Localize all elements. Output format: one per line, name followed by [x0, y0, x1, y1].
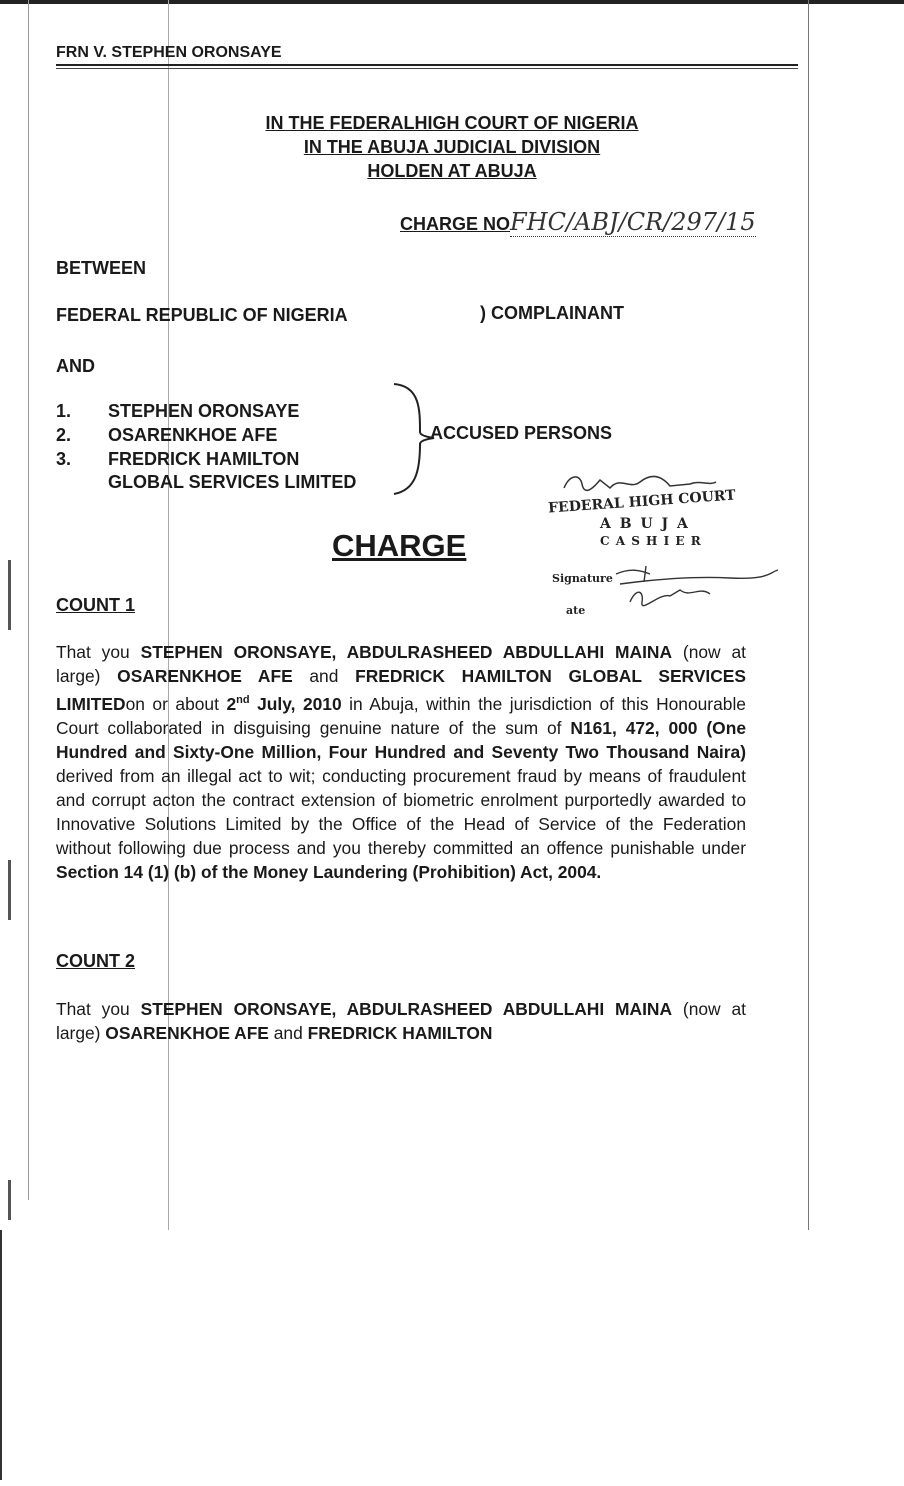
scan-mark	[8, 860, 11, 920]
stamp-date-label: ate	[566, 604, 586, 617]
accused-name: OSARENKHOE AFE	[117, 666, 293, 686]
scan-mark	[8, 560, 11, 630]
text: That you	[56, 999, 141, 1019]
charge-number-label: CHARGE NO	[400, 214, 511, 234]
text: and	[268, 1023, 308, 1043]
accused-name: FREDRICK HAMILTON GLOBAL SERVICES LIMITED	[56, 666, 746, 714]
and-label: AND	[56, 356, 95, 376]
signature-icon	[610, 562, 780, 610]
text: (now at large)	[56, 642, 746, 686]
running-header: FRN V. STEPHEN ORONSAYE	[56, 44, 282, 61]
between-label: BETWEEN	[56, 258, 146, 278]
accused-names: STEPHEN ORONSAYE, ABDULRASHEED ABDULLAHI MAINA	[140, 642, 673, 662]
scan-fold-line	[168, 0, 169, 1230]
count-2-paragraph	[56, 997, 746, 1045]
accused-name: OSARENKHOE AFE	[108, 425, 278, 445]
text: on or about	[125, 693, 227, 714]
accused-name: FREDRICK HAMILTON	[108, 449, 300, 469]
scan-top-border	[0, 0, 904, 4]
scan-mark	[8, 1180, 11, 1220]
charge-number-value: FHC/ABJ/CR/297/15	[510, 208, 756, 236]
complainant-name: FEDERAL REPUBLIC OF NIGERIA	[56, 305, 348, 325]
court-name: IN THE FEDERALHIGH COURT OF NIGERIA	[265, 113, 639, 133]
stamp-signature-label: Signature	[552, 572, 613, 585]
date-suffix: nd	[236, 694, 250, 706]
count-heading: COUNT 2	[56, 951, 136, 971]
accused-name: STEPHEN ORONSAYE	[108, 401, 300, 421]
accused-role: ACCUSED PERSONS	[430, 423, 613, 443]
accused-number: 1.	[56, 401, 72, 421]
accused-name: GLOBAL SERVICES LIMITED	[108, 472, 357, 492]
document-title: CHARGE	[332, 528, 467, 563]
scan-right-edge	[808, 0, 809, 1230]
scan-mark	[0, 1230, 2, 1480]
stamp-court: FEDERAL HIGH COURT	[547, 487, 737, 517]
text: (now at large)	[56, 999, 746, 1043]
header-rule	[56, 64, 798, 66]
accused-names: STEPHEN ORONSAYE, ABDULRASHEED ABDULLAHI MAINA	[140, 999, 673, 1019]
statute-reference: Section 14 (1) (b) of the Money Laundering (Prohibition) Act, 2004.	[56, 861, 602, 882]
offence-date	[226, 694, 341, 714]
header-rule	[56, 68, 798, 69]
court-division: IN THE ABUJA JUDICIAL DIVISION	[303, 137, 601, 157]
charge-number	[400, 208, 756, 236]
text: derived from an illegal act to wit; conducting procurement fraud by means of fraudulent and corrupt acton the contract extension of biometric enrolment purportedly awarded to Innovative Solutions Limited by the Office of the Head of Service of the Federation without following due process and you thereby committed an offence punishable under	[56, 765, 746, 858]
date-rest: July, 2010	[249, 693, 342, 714]
accused-name: OSARENKHOE AFE	[105, 1023, 269, 1043]
date-day: 2	[226, 693, 237, 714]
stamp-city: A B U J A	[600, 516, 690, 532]
count-heading: COUNT 1	[56, 595, 136, 615]
count-1-paragraph	[56, 640, 746, 884]
text: in Abuja, within the jurisdiction of this Honourable Court collaborated in disguising genuine nature of the sum of	[56, 693, 746, 738]
accused-number: 3.	[56, 449, 72, 469]
stamp-office: C A S H I E R	[600, 534, 702, 548]
text: That you	[56, 642, 141, 662]
text: and	[292, 666, 356, 686]
court-stamp	[540, 470, 780, 620]
court-location: HOLDEN AT ABUJA	[367, 161, 537, 181]
sum-amount: N161, 472, 000 (One Hundred and Sixty-One Million, Four Hundred and Seventy Two Thousand Naira)	[56, 717, 746, 762]
accused-name: FREDRICK HAMILTON	[307, 1023, 493, 1043]
accused-number: 2.	[56, 425, 72, 445]
complainant-role: ) COMPLAINANT	[480, 303, 624, 323]
